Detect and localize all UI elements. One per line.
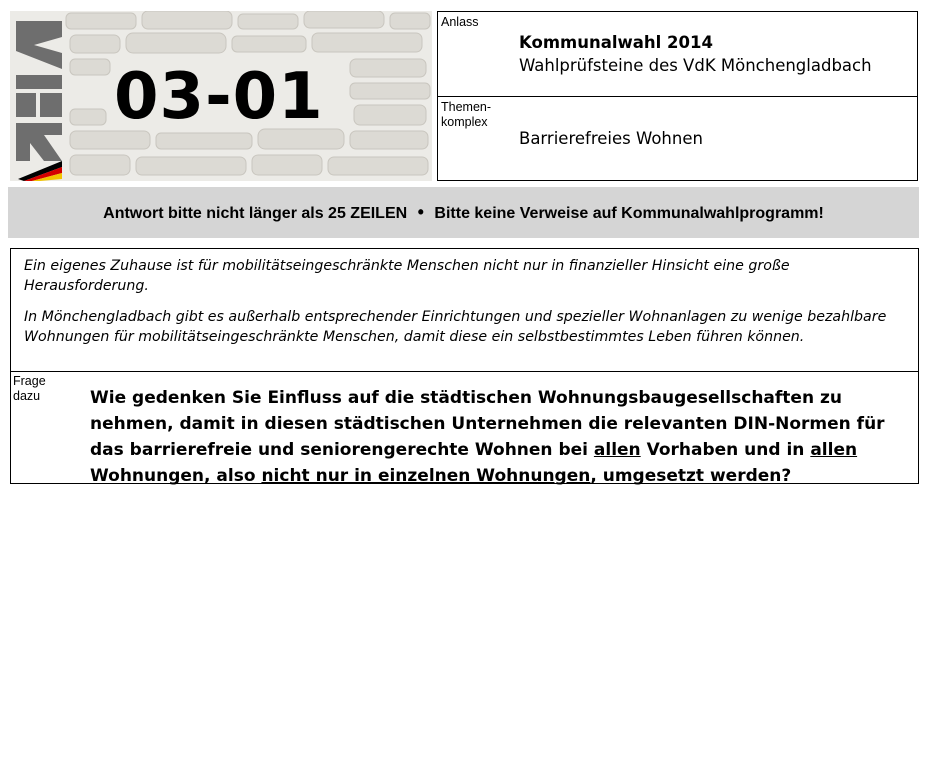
anlass-title: Kommunalwahl 2014 bbox=[519, 33, 713, 52]
instruction-length-note: Antwort bitte nicht länger als 25 ZEILEN bbox=[103, 205, 408, 222]
header-image bbox=[10, 11, 432, 181]
themenkomplex-label bbox=[441, 100, 491, 130]
themenkomplex-label-line2: komplex bbox=[441, 115, 488, 129]
question-label-line2: dazu bbox=[13, 389, 41, 403]
document-number: 03-01 bbox=[114, 60, 324, 134]
question-underlined-allen-1: allen bbox=[593, 440, 641, 460]
question-label-line1: Frage bbox=[13, 374, 46, 388]
question-part-2: Vorhaben und in bbox=[640, 440, 811, 460]
anlass-label: Anlass bbox=[441, 15, 479, 29]
anlass-row bbox=[438, 12, 917, 97]
themenkomplex-value: Barrierefreies Wohnen bbox=[519, 129, 703, 148]
question-underlined-nicht-nur: nicht nur in einzelnen Wohnungen bbox=[261, 466, 591, 486]
instruction-text bbox=[8, 202, 919, 223]
instruction-bar bbox=[8, 187, 919, 238]
question-part-3: Wohnungen, also bbox=[90, 466, 262, 486]
intro-paragraph-1: Ein eigenes Zuhause ist für mobilitätseingeschränkte Menschen nicht nur in finanzieller Hinsicht eine große Herausforderung. bbox=[24, 258, 790, 294]
question-label bbox=[13, 374, 46, 404]
themenkomplex-label-line1: Themen- bbox=[441, 100, 492, 114]
question-part-1: Wie gedenken Sie Einfluss auf die städtischen Wohnungsbaugesellschaften zu nehmen, damit in diesen städtischen Unternehmen die relevanten DIN-Normen für das barrierefreie und seniorengerechte Wohnen bei bbox=[90, 388, 885, 460]
question-underlined-allen-2: allen bbox=[810, 440, 858, 460]
themenkomplex-row bbox=[438, 97, 917, 181]
question-part-4: , umgesetzt werden? bbox=[590, 466, 792, 486]
anlass-subtitle: Wahlprüfsteine des VdK Mönchengladbach bbox=[519, 56, 872, 75]
vdk-logo-icon bbox=[10, 11, 70, 181]
intro-paragraph-2: In Mönchengladbach gibt es außerhalb entsprechender Einrichtungen und spezieller Wohnanlagen zu wenige bezahlbare Wohnungen für mobilitätseingeschränkte Menschen, damit diese ein selbstbestimmtes Leben führen können. bbox=[24, 309, 887, 345]
question-text bbox=[90, 385, 918, 489]
info-table bbox=[437, 11, 918, 181]
content-box bbox=[10, 248, 919, 484]
instruction-no-references-note: Bitte keine Verweise auf Kommunalwahlprogramm! bbox=[434, 205, 824, 222]
intro-section bbox=[11, 249, 918, 372]
bullet-separator: • bbox=[417, 202, 424, 222]
